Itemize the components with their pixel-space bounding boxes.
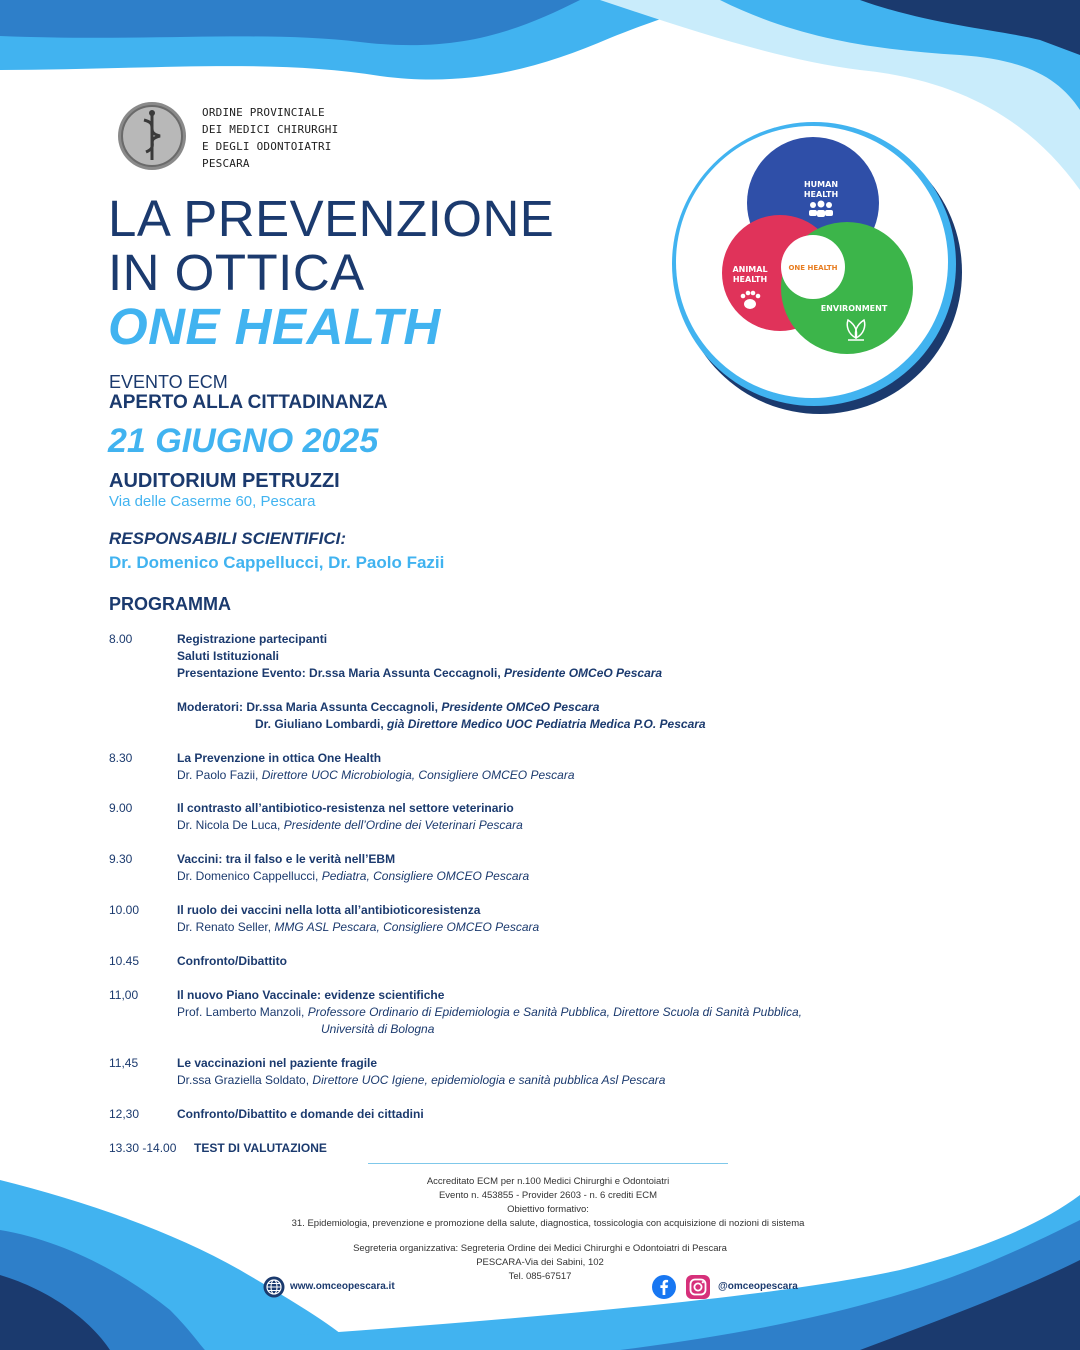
program-time: 10.00 bbox=[109, 903, 140, 917]
speaker-name: Dr. Domenico Cappellucci, bbox=[177, 869, 319, 883]
program-title: Le vaccinazioni nel paziente fragile bbox=[177, 1056, 378, 1070]
program-text: Moderatori: Dr.ssa Maria Assunta Ceccagnoli, bbox=[177, 700, 438, 714]
program-time: 9.00 bbox=[109, 801, 133, 815]
org-line: ORDINE PROVINCIALE bbox=[202, 106, 325, 119]
program-title: Saluti Istituzionali bbox=[177, 649, 280, 663]
human-health-label: HUMAN bbox=[803, 180, 839, 189]
org-line: E DEGLI ODONTOIATRI bbox=[202, 140, 332, 153]
facebook-icon[interactable] bbox=[652, 1275, 676, 1299]
program-time: 12,30 bbox=[109, 1107, 140, 1121]
program-speaker bbox=[177, 1073, 665, 1087]
programma-heading: PROGRAMMA bbox=[109, 594, 231, 614]
event-open-label: APERTO ALLA CITTADINANZA bbox=[109, 392, 388, 413]
program-time: 11,00 bbox=[109, 988, 139, 1002]
program-time: 9.30 bbox=[109, 852, 133, 866]
program-speaker bbox=[321, 1022, 434, 1036]
footer-secretariat: Segreteria organizzativa: Segreteria Ordine dei Medici Chirurghi e Odontoiatri di Pescara bbox=[353, 1243, 727, 1254]
program-speaker bbox=[177, 1005, 802, 1019]
speaker-name: Dr. Nicola De Luca, bbox=[177, 818, 281, 832]
program-role: Presidente OMCeO Pescara bbox=[504, 666, 663, 680]
title-line: IN OTTICA bbox=[108, 244, 365, 301]
program-title: Confronto/Dibattito e domande dei cittadini bbox=[177, 1107, 424, 1121]
org-name bbox=[202, 104, 338, 172]
program-title: Il nuovo Piano Vaccinale: evidenze scientifiche bbox=[177, 988, 445, 1002]
seal-logo bbox=[116, 100, 188, 172]
program-text: Presentazione Evento: Dr.ssa Maria Assunta Ceccagnoli, bbox=[177, 666, 501, 680]
program-moderator bbox=[177, 700, 599, 714]
footer-ecm: Accreditato ECM per n.100 Medici Chirurghi e Odontoiatri bbox=[426, 1176, 670, 1187]
program-title: Vaccini: tra il falso e le verità nell’EBM bbox=[177, 852, 396, 866]
footer-objective-label: Obiettivo formativo: bbox=[507, 1204, 589, 1215]
speaker-role: MMG ASL Pescara, Consigliere OMCEO Pescara bbox=[274, 920, 540, 934]
globe-icon[interactable] bbox=[263, 1276, 285, 1298]
program-moderator bbox=[255, 717, 706, 731]
event-venue: AUDITORIUM PETRUZZI bbox=[109, 470, 340, 492]
program-time: 13.30 -14.00 bbox=[109, 1141, 177, 1155]
environment-label: ENVIRONMENT bbox=[820, 304, 888, 313]
org-line: PESCARA bbox=[202, 157, 250, 170]
speaker-name: Dr. Paolo Fazii, bbox=[177, 768, 259, 782]
program-speaker bbox=[177, 818, 523, 832]
responsabili-label: RESPONSABILI SCIENTIFICI: bbox=[109, 529, 347, 548]
title-line: LA PREVENZIONE bbox=[108, 190, 555, 247]
speaker-role: Pediatra, Consigliere OMCEO Pescara bbox=[321, 869, 530, 883]
speaker-role: Direttore UOC Igiene, epidemiologia e sanità pubblica Asl Pescara bbox=[312, 1073, 666, 1087]
org-line: DEI MEDICI CHIRURGHI bbox=[202, 123, 339, 136]
speaker-role: Presidente dell’Ordine dei Veterinari Pescara bbox=[283, 818, 523, 832]
speaker-name: Dr.ssa Graziella Soldato, bbox=[177, 1073, 310, 1087]
speaker-role: Professore Ordinario di Epidemiologia e Sanità Pubblica, Direttore Scuola di Sanità Pubblica, bbox=[307, 1005, 803, 1019]
instagram-icon[interactable] bbox=[686, 1275, 710, 1299]
animal-health-label: HEALTH bbox=[732, 275, 768, 284]
responsabili-names: Dr. Domenico Cappellucci, Dr. Paolo Fazii bbox=[109, 553, 445, 572]
program-time: 8.30 bbox=[109, 751, 133, 765]
program-title bbox=[177, 666, 662, 680]
program-role: Presidente OMCeO Pescara bbox=[441, 700, 600, 714]
program-title: Registrazione partecipanti bbox=[177, 632, 328, 646]
page-title bbox=[108, 192, 554, 354]
program-time: 10.45 bbox=[109, 954, 140, 968]
website-link[interactable]: www.omceopescara.it bbox=[290, 1281, 395, 1292]
footer-address: PESCARA-Via dei Sabini, 102 bbox=[476, 1257, 604, 1268]
program-speaker bbox=[177, 869, 529, 883]
program-title: Il contrasto all’antibiotico-resistenza nel settore veterinario bbox=[177, 801, 514, 815]
social-handle[interactable]: @omceopescara bbox=[718, 1281, 798, 1292]
speaker-role: Direttore UOC Microbiologia, Consigliere OMCEO Pescara bbox=[261, 768, 575, 782]
program-title: TEST DI VALUTAZIONE bbox=[194, 1141, 327, 1155]
event-address: Via delle Caserme 60, Pescara bbox=[109, 493, 316, 510]
program-title: Confronto/Dibattito bbox=[177, 954, 287, 968]
program-role: già Direttore Medico UOC Pediatria Medica P.O. Pescara bbox=[387, 717, 706, 731]
speaker-name: Prof. Lamberto Manzoli, bbox=[177, 1005, 305, 1019]
divider bbox=[368, 1163, 728, 1164]
program-title: La Prevenzione in ottica One Health bbox=[177, 751, 382, 765]
program-text: Dr. Giuliano Lombardi, bbox=[255, 717, 384, 731]
program-speaker bbox=[177, 768, 575, 782]
program-time: 11,45 bbox=[109, 1056, 139, 1070]
program-speaker bbox=[177, 920, 539, 934]
program-title: Il ruolo dei vaccini nella lotta all’antibioticoresistenza bbox=[177, 903, 481, 917]
footer-event-number: Evento n. 453855 - Provider 2603 - n. 6 crediti ECM bbox=[438, 1190, 658, 1201]
one-health-center-label: ONE HEALTH bbox=[788, 264, 838, 272]
one-health-logo bbox=[672, 120, 972, 420]
footer-phone: Tel. 085-67517 bbox=[508, 1271, 572, 1282]
human-health-label: HEALTH bbox=[803, 190, 839, 199]
footer-objective: 31. Epidemiologia, prevenzione e promozione della salute, diagnostica, tossicologia con acquisizione di nozioni di sistema bbox=[291, 1218, 805, 1229]
event-date: 21 GIUGNO 2025 bbox=[108, 422, 379, 460]
speaker-role: Università di Bologna bbox=[321, 1022, 435, 1036]
animal-health-label: ANIMAL bbox=[732, 265, 768, 274]
program-time: 8.00 bbox=[109, 632, 133, 646]
title-highlight: ONE HEALTH bbox=[108, 298, 441, 355]
event-type: EVENTO ECM bbox=[109, 372, 228, 392]
speaker-name: Dr. Renato Seller, bbox=[177, 920, 272, 934]
